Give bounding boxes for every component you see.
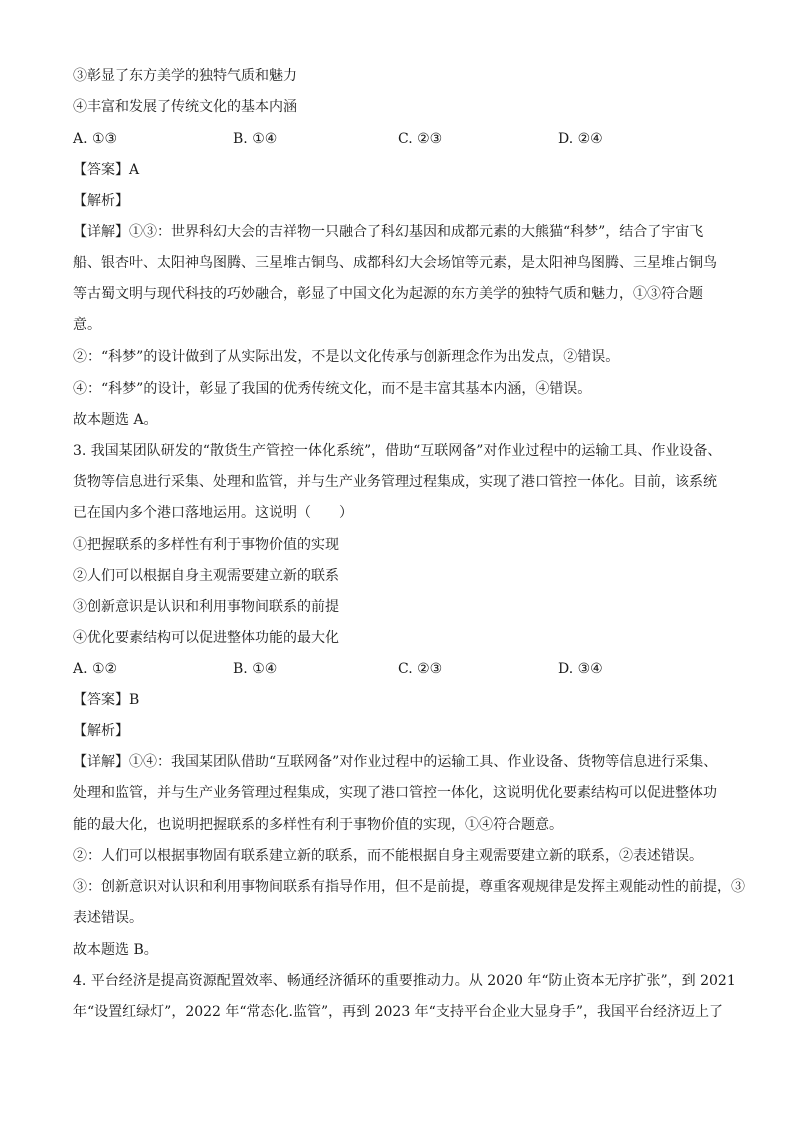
- q2-detail-line: 【详解】①③：世界科幻大会的吉祥物一只融合了科幻基因和成都元素的大熊猫“科梦”，结合了宇宙飞: [73, 224, 704, 240]
- q3-detail-line: ②：人们可以根据事物固有联系建立新的联系，而不能根据自身主观需要建立新的联系，②表述错误。: [73, 848, 703, 864]
- q2-choice-3: ③彰显了东方美学的独特气质和魅力: [73, 68, 297, 84]
- q3-choice-4: ④优化要素结构可以促进整体功能的最大化: [73, 630, 339, 646]
- q4-stem-line: 年“设置红绿灯”，2022 年“常态化.监管”，再到 2023 年“支持平台企业大显身手”，我国平台经济迈上了: [73, 1004, 723, 1020]
- q3-option-d: D. ③④: [558, 661, 603, 677]
- q2-detail-line: ④：“科梦”的设计，彰显了我国的优秀传统文化，而不是丰富其基本内涵，④错误。: [73, 381, 592, 397]
- q3-choice-1: ①把握联系的多样性有利于事物价值的实现: [73, 537, 339, 553]
- q3-detail-line: 【详解】①④：我国某团队借助“互联网备”对作业过程中的运输工具、作业设备、货物等信息进行采集、: [73, 754, 718, 770]
- q3-detail-line: ③：创新意识对认识和利用事物间联系有指导作用，但不是前提，尊重客观规律是发挥主观能动性的前提，③: [73, 879, 745, 895]
- q3-analysis-heading: 【解析】: [73, 723, 129, 739]
- q3-choice-2: ②人们可以根据自身主观需要建立新的联系: [73, 568, 339, 584]
- q2-option-d: D. ②④: [558, 131, 603, 147]
- q3-stem-line: 已在国内多个港口落地运用。这说明（ ）: [73, 505, 353, 521]
- q2-detail-line: 意。: [73, 317, 101, 333]
- q3-option-a: A. ①②: [73, 661, 118, 677]
- q2-detail-line: ②：“科梦”的设计做到了从实际出发，不是以文化传承与创新理念作为出发点，②错误。: [73, 349, 620, 365]
- q3-option-b: B. ①④: [233, 661, 278, 677]
- q3-options: [73, 659, 753, 679]
- q2-option-c: C. ②③: [398, 131, 443, 147]
- q2-analysis-heading: 【解析】: [73, 193, 129, 209]
- q2-option-a: A. ①③: [73, 131, 118, 147]
- q2-answer: 【答案】A: [73, 162, 140, 178]
- q2-detail-line: 等古蜀文明与现代科技的巧妙融合，彰显了中国文化为起源的东方美学的独特气质和魅力，①③符合题: [73, 286, 703, 302]
- q3-stem-line: 3. 我国某团队研发的“散货生产管控一体化系统”，借助“互联网备”对作业过程中的运输工具、作业设备、: [73, 443, 722, 459]
- q3-detail-line: 表述错误。: [73, 910, 143, 926]
- q3-option-c: C. ②③: [398, 661, 443, 677]
- q3-conclusion: 故本题选 B。: [73, 942, 158, 958]
- q2-options: [73, 129, 753, 149]
- q3-stem-line: 货物等信息进行采集、处理和监管，并与生产业务管理过程集成，实现了港口管控一体化。目前，该系统: [73, 474, 717, 490]
- q3-choice-3: ③创新意识是认识和利用事物间联系的前提: [73, 599, 339, 615]
- q2-choice-4: ④丰富和发展了传统文化的基本内涵: [73, 99, 297, 115]
- q3-answer: 【答案】B: [73, 692, 140, 708]
- q2-option-b: B. ①④: [233, 131, 278, 147]
- q2-conclusion: 故本题选 A。: [73, 412, 158, 428]
- q3-detail-line: 处理和监管，并与生产业务管理过程集成，实现了港口管控一体化，这说明优化要素结构可以促进整体功: [73, 785, 717, 801]
- q3-detail-line: 能的最大化，也说明把握联系的多样性有利于事物价值的实现，①④符合题意。: [73, 817, 563, 833]
- q2-detail-line: 船、银杏叶、太阳神鸟图腾、三星堆古铜鸟、成都科幻大会场馆等元素，是太阳神鸟图腾、三星堆占铜鸟: [73, 255, 717, 271]
- q4-stem-line: 4. 平台经济是提高资源配置效率、畅通经济循环的重要推动力。从 2020 年“防止资本无序扩张”，到 2021: [73, 973, 736, 989]
